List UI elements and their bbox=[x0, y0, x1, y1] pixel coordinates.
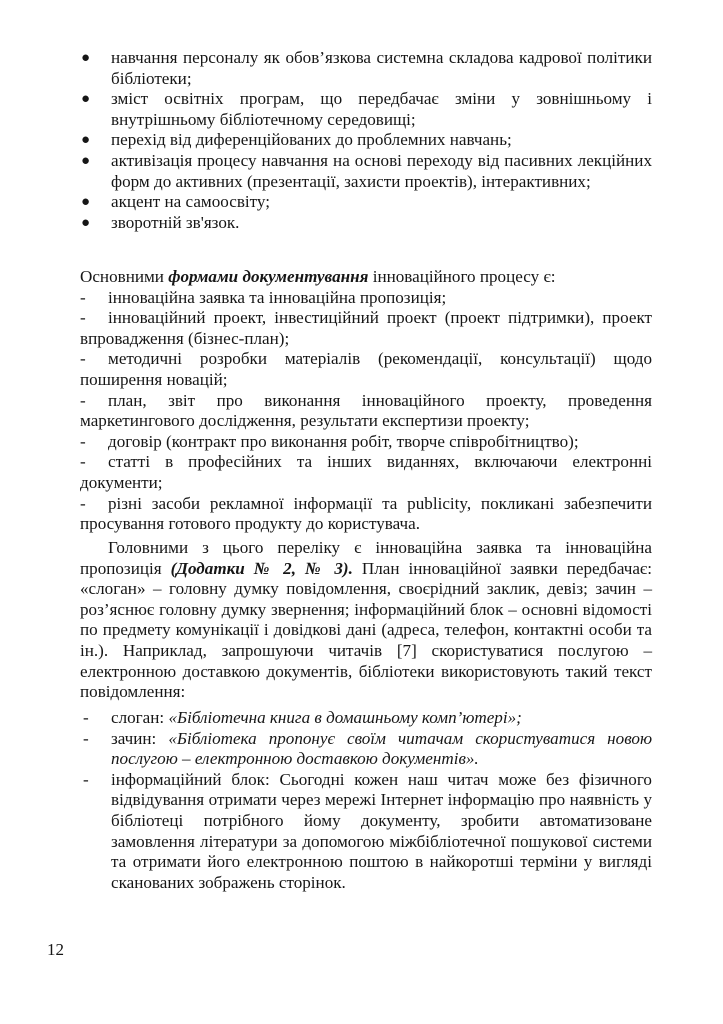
form-item bbox=[80, 494, 652, 535]
forms-intro bbox=[80, 267, 652, 288]
dash-icon: - bbox=[83, 728, 89, 748]
form-item bbox=[80, 452, 652, 493]
example-text: «Бібліотечна книга в домашньому комп’ютері»; bbox=[168, 708, 522, 727]
dash-icon: - bbox=[83, 769, 89, 789]
list-item-text: зміст освітніх програм, що передбачає зміни у зовнішньому і внутрішньому бібліотечному середовищі; bbox=[111, 89, 652, 129]
form-item-text: інноваційна заявка та інноваційна пропозиція; bbox=[108, 287, 447, 307]
bullet-icon: ● bbox=[81, 152, 91, 169]
example-text: «Бібліотека пропонує своїм читачам скористуватися новою послугою – електронною доставкою документів». bbox=[111, 728, 652, 769]
form-item-text: методичні розробки матеріалів (рекомендації, консультації) щодо поширення новацій; bbox=[80, 349, 652, 389]
list-item-text: акцент на самоосвіту; bbox=[111, 192, 270, 212]
paragraph-text-continued: План інноваційної заявки передбачає: «слоган» – головну думку повідомлення, своєрідний заклик, девіз; зачин – роз’яснює головну думку звернення; інформаційний блок – основні відомості по предмету комунікації і довідкові дані (адреса, телефон, контактні особи та ін.). Наприклад, запрошуючи читачів [7] скористуватися послугою – електронною доставкою документів, бібліотеки використовують такий текст повідомлення: bbox=[80, 558, 652, 702]
list-item bbox=[80, 192, 652, 213]
bullet-list bbox=[80, 48, 652, 233]
form-item-text: договір (контракт про виконання робіт, творче співробітництво); bbox=[108, 431, 579, 451]
list-item-text: навчання персоналу як обов’язкова системна складова кадрової політики бібліотеки; bbox=[111, 48, 652, 88]
list-item bbox=[80, 48, 652, 89]
bullet-icon: ● bbox=[81, 194, 91, 211]
example-text: Сьогодні кожен наш читач може без фізичного відвідування отримати через мережі Інтернет інформацію про наявність у бібліотеці потрібного йому документу, зробити автоматизоване замовлення літератури за допомогою міжбібліотечної пошукової системи та отримати його електронною поштою в найкоротші терміни у вигляді сканованих зображень сторінок. bbox=[111, 769, 652, 892]
example-item bbox=[80, 770, 652, 894]
bullet-icon: ● bbox=[81, 50, 91, 66]
example-label: слоган: bbox=[111, 708, 169, 727]
list-item-text: активізація процесу навчання на основі переходу від пасивних лекційних форм до активних (презентації, захисти проектів), інтерактивних; bbox=[111, 150, 652, 191]
form-item bbox=[80, 308, 652, 349]
list-item bbox=[80, 151, 652, 192]
appendix-reference: (Додатки № 2, № 3). bbox=[170, 558, 353, 578]
form-item bbox=[80, 391, 652, 432]
form-item-text: план, звіт про виконання інноваційного проекту, проведення маркетингового дослідження, результати експертизи проекту; bbox=[80, 390, 652, 431]
main-paragraph bbox=[80, 538, 652, 703]
main-paragraph-block bbox=[80, 538, 652, 703]
bullet-icon: ● bbox=[81, 91, 91, 108]
dash-icon: - bbox=[80, 431, 86, 451]
example-item bbox=[80, 708, 652, 729]
example-list bbox=[80, 708, 652, 893]
dash-icon: - bbox=[80, 452, 86, 472]
form-item-text: різні засоби рекламної інформації та publicity, покликані забезпечити просування готового продукту до користувача. bbox=[80, 493, 652, 534]
paragraph-text: Головними з цього переліку є інноваційна заявка та інноваційна пропозиція bbox=[80, 538, 652, 578]
forms-intro-emphasis: формами документування bbox=[168, 267, 369, 286]
example-item bbox=[80, 729, 652, 770]
list-item bbox=[80, 130, 652, 151]
dash-icon: - bbox=[83, 708, 89, 727]
dash-icon: - bbox=[80, 287, 86, 307]
bullet-icon: ● bbox=[81, 132, 91, 149]
list-item bbox=[80, 89, 652, 130]
list-item bbox=[80, 213, 652, 234]
form-item bbox=[80, 288, 652, 309]
form-item bbox=[80, 349, 652, 390]
page-number: 12 bbox=[47, 940, 64, 959]
form-item-text: інноваційний проект, інвестиційний проект (проект підтримки), проект впровадження (бізнес-план); bbox=[80, 308, 652, 348]
dash-icon: - bbox=[80, 349, 86, 369]
example-label: зачин: bbox=[111, 728, 169, 748]
list-item-text: зворотній зв'язок. bbox=[111, 212, 240, 232]
forms-section bbox=[80, 267, 652, 535]
list-item-text: перехід від диференційованих до проблемних навчань; bbox=[111, 130, 512, 150]
dash-icon: - bbox=[80, 390, 86, 410]
dash-icon: - bbox=[80, 493, 86, 513]
dash-icon: - bbox=[80, 308, 86, 328]
forms-intro-text: Основними bbox=[80, 267, 169, 286]
form-item-text: статті в професійних та інших виданнях, включаючи електронні документи; bbox=[80, 452, 652, 492]
bullet-icon: ● bbox=[81, 214, 91, 231]
example-label: інформаційний блок: bbox=[111, 769, 280, 789]
form-item bbox=[80, 432, 652, 453]
forms-intro-text-end: інноваційного процесу є: bbox=[368, 267, 556, 286]
